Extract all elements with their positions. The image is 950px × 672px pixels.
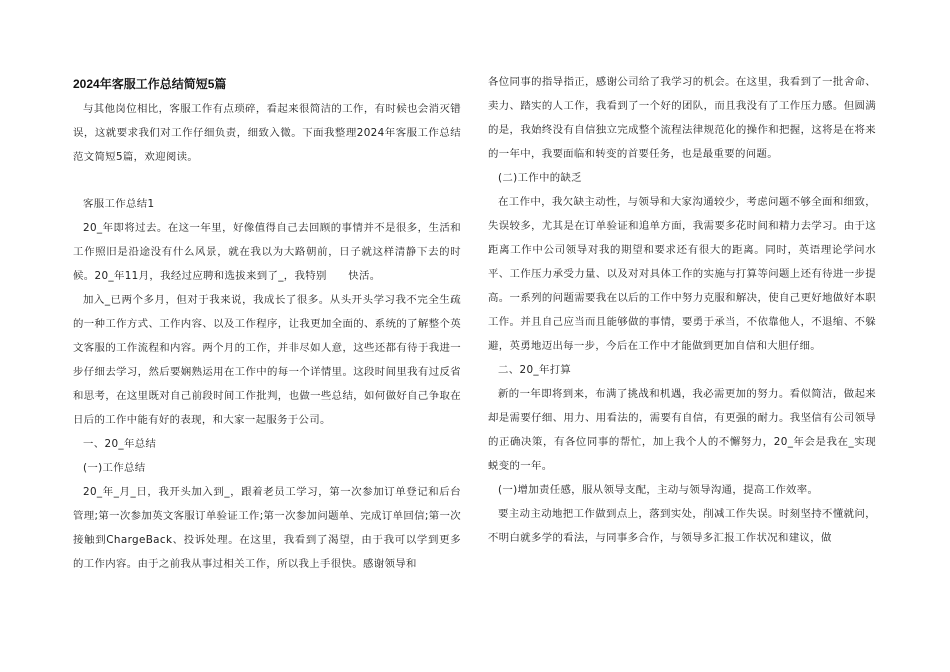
- body-paragraph: 20_年即将过去。在这一年里，好像值得自己去回顾的事情并不是很多，生活和工作照旧是沿途没有什么风景，就在我以为大路朝前，日子就这样清静下去的时候。20_年11月，我经过应聘和选拔来到了_，我特别 快活。: [73, 222, 461, 282]
- body-paragraph: 要主动主动地把工作做到点上，落到实处，削减工作失误。时刻坚持不懂就问，不明白就多学的看法，与同事多合作，与领导多汇报工作状况和建议，做: [488, 508, 876, 544]
- subsection-heading-responsibility: (一)增加责任感，服从领导支配，主动与领导沟通，提高工作效率。: [498, 484, 819, 496]
- body-paragraph: 在工作中，我欠缺主动性，与领导和大家沟通较少，考虑问题不够全面和细致，失误较多，尤其是在订单验证和追单方面，我需要多花时间和精力去学习。由于这距离工作中公司领导对我的期望和要求还有很大的距离。同时，英语理论学问水平、工作压力承受力量、以及对对具体工作的实施与打算等问题上还有待进一步提高。一系列的问题需要我在以后的工作中努力克服和解决，使自己更好地做好本职工作。并且自己应当而且能够做的事情，要勇于承当，不依靠他人，不退缩、不躲避，英勇地迈出每一步，今后在工作中才能做到更加自信和大胆仔细。: [488, 196, 876, 352]
- section-heading-year-summary: 一、20_年总结: [83, 438, 157, 450]
- body-paragraph: 20_年_月_日，我开头加入到_，跟着老员工学习，第一次参加订单登记和后台管理;第一次参加英文客服订单验证工作;第一次参加问题单、完成订单回信;第一次接触到ChargeBack、投诉处理。在这里，我看到了渴望，由于我可以学到更多的工作内容。由于之前我从事过相关工作，所以我上手很快。感谢领导和: [73, 486, 461, 570]
- section-heading-summary-1: 客服工作总结1: [83, 198, 155, 210]
- body-paragraph: 加入_已两个多月，但对于我来说，我成长了很多。从头开头学习我不完全生疏的一种工作方式、工作内容、以及工作程序，让我更加全面的、系统的了解整个英文客服的工作流程和内容。两个月的工作，并非尽如人意，这些还都有待于我进一步仔细去学习，然后要娴熟运用在工作中的每一个详情里。这段时间里我有过反省和思考，在这里既对自己前段时间工作批判，也做一些总结，如何做好自己争取在日后的工作中能有好的表现，和大家一起服务于公司。: [73, 294, 461, 426]
- blank-line: [73, 169, 461, 192]
- subsection-heading-work-summary: (一)工作总结: [83, 462, 146, 474]
- document-title: 2024年客服工作总结简短5篇: [73, 77, 227, 91]
- section-heading-plan: 二、20_年打算: [498, 364, 572, 376]
- subsection-heading-shortcomings: (二)工作中的缺乏: [498, 172, 582, 184]
- right-column: [488, 74, 876, 550]
- body-paragraph: 新的一年即将到来，布满了挑战和机遇，我必需更加的努力。看似简洁，做起来却是需要仔细、用力、用看法的，需要有自信，有更强的耐力。我坚信有公司领导的正确决策，有各位同事的帮忙，加上我个人的不懈努力，20_年会是我在_实现蜕变的一年。: [488, 388, 876, 472]
- left-column: [73, 74, 461, 576]
- intro-paragraph: 与其他岗位相比，客服工作有点琐碎，看起来很简洁的工作，有时候也会消灭错误，这就要求我们对工作仔细负责，细致入微。下面我整理2024年客服工作总结范文简短5篇，欢迎阅读。: [73, 103, 461, 163]
- body-paragraph-continued: 各位同事的指导指正，感谢公司给了我学习的机会。在这里，我看到了一批舍命、卖力、踏实的人工作，我看到了一个好的团队，而且我没有了工作压力感。但圆满的是，我始终没有自信独立完成整个流程法律规范化的操作和把握，这将是在将来的一年中，我要面临和转变的首要任务，也是最重要的问题。: [488, 76, 876, 160]
